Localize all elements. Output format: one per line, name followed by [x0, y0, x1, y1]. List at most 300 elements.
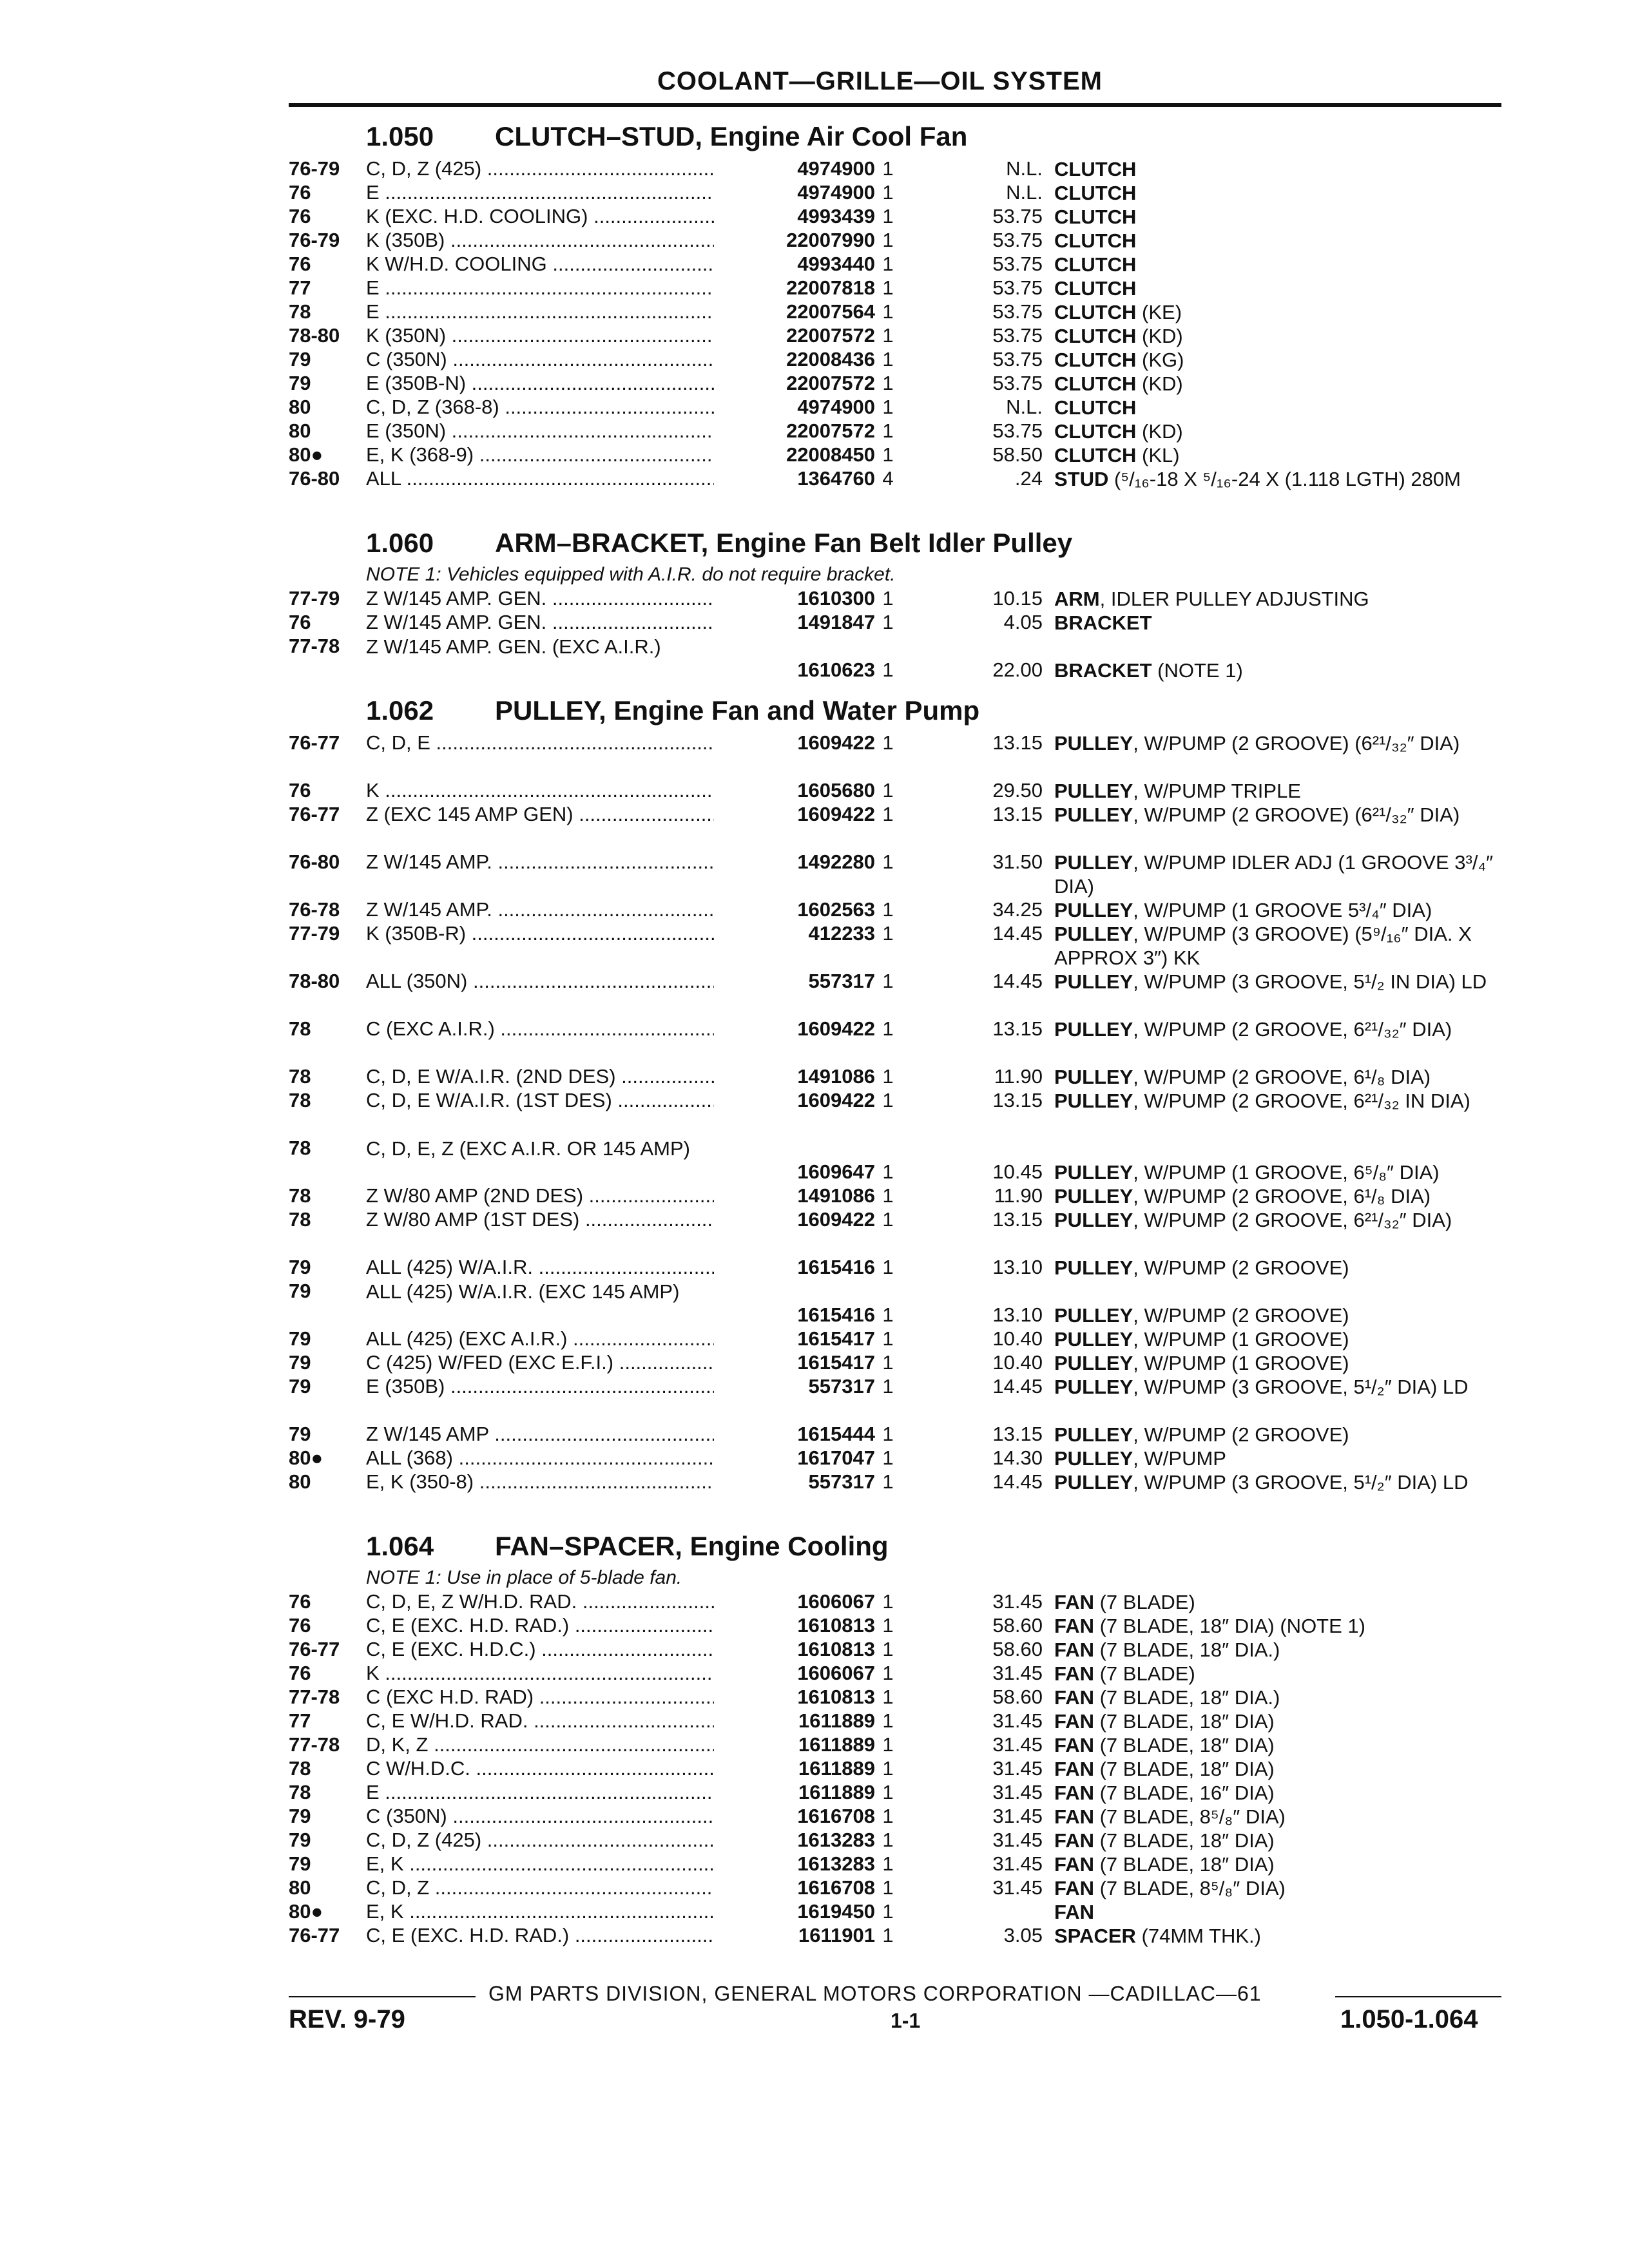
model-year: 78 — [289, 1137, 311, 1159]
part-number: 1611889 — [714, 1709, 875, 1733]
application: ALL (425) (EXC A.I.R.) ..... — [366, 1327, 714, 1350]
part-number: 1491086 — [714, 1184, 875, 1207]
price: 31.45 — [992, 1709, 1043, 1732]
section-number: 1.060 — [366, 528, 434, 558]
price: 4.05 — [1003, 611, 1043, 633]
section-number: 1.062 — [366, 695, 434, 726]
part-number: 22007572 — [714, 419, 875, 443]
footer-rule-right — [1335, 1996, 1501, 1997]
description: PULLEY, W/PUMP (2 GROOVE, 6²¹/₃₂″ DIA) — [1054, 1209, 1452, 1231]
price: 14.45 — [992, 1375, 1043, 1398]
price: 53.75 — [992, 229, 1043, 251]
application: E (350B) ..... — [366, 1375, 714, 1398]
model-year: 77 — [289, 276, 311, 299]
quantity: 1 — [882, 1662, 894, 1684]
application: C, D, Z (425) ..... — [366, 1829, 714, 1852]
description: BRACKET — [1054, 611, 1152, 634]
table-row — [289, 253, 1501, 276]
description: PULLEY, W/PUMP (2 GROOVE) — [1054, 1423, 1349, 1446]
quantity: 1 — [882, 803, 894, 825]
price: 31.45 — [992, 1876, 1043, 1899]
description: CLUTCH — [1054, 277, 1137, 300]
table-row — [289, 587, 1501, 611]
part-number: 1616708 — [714, 1805, 875, 1828]
table-row — [289, 1375, 1501, 1423]
price: 13.10 — [992, 1256, 1043, 1278]
table-row — [289, 803, 1501, 850]
description: CLUTCH — [1054, 206, 1137, 228]
application: C, D, E W/A.I.R. (1ST DES) ..... — [366, 1089, 714, 1112]
model-year: 79 — [289, 1423, 311, 1445]
price: 53.75 — [992, 300, 1043, 323]
quantity: 1 — [882, 850, 894, 873]
price: 13.15 — [992, 1423, 1043, 1445]
part-number: 4993440 — [714, 253, 875, 276]
quantity: 1 — [882, 1375, 894, 1398]
part-number: 1611889 — [714, 1757, 875, 1780]
table-row — [289, 1852, 1501, 1876]
quantity: 1 — [882, 205, 894, 227]
quantity: 1 — [882, 1160, 894, 1183]
description: CLUTCH — [1054, 396, 1137, 419]
description: FAN (7 BLADE) — [1054, 1591, 1195, 1613]
price: 10.45 — [992, 1160, 1043, 1183]
part-number: 1619450 — [714, 1900, 875, 1923]
application: Z W/145 AMP ..... — [366, 1423, 714, 1446]
model-year: 78 — [289, 1757, 311, 1780]
description: PULLEY, W/PUMP (1 GROOVE) — [1054, 1328, 1349, 1350]
model-year: 78 — [289, 1089, 311, 1111]
model-year: 79 — [289, 372, 311, 394]
part-number: 557317 — [714, 1470, 875, 1494]
quantity: 1 — [882, 1470, 894, 1493]
table-row — [289, 1470, 1501, 1518]
price: 31.45 — [992, 1733, 1043, 1756]
part-number: 1609422 — [714, 1089, 875, 1112]
part-number: 557317 — [714, 1375, 875, 1398]
application: ALL (425) W/A.I.R. (EXC 145 AMP) — [366, 1280, 680, 1303]
part-number: 1615417 — [714, 1351, 875, 1374]
description: FAN (7 BLADE, 8⁵/₈″ DIA) — [1054, 1805, 1286, 1828]
model-year: 77-78 — [289, 1733, 340, 1756]
description: FAN (7 BLADE) — [1054, 1662, 1195, 1685]
description: SPACER (74MM THK.) — [1054, 1925, 1261, 1947]
price: 58.60 — [992, 1614, 1043, 1637]
quantity: 1 — [882, 1829, 894, 1851]
section-heading: FAN–SPACER, Engine Cooling — [495, 1531, 889, 1561]
application: K (350B-R) ..... — [366, 922, 714, 945]
model-year: 76-77 — [289, 1924, 340, 1946]
quantity: 1 — [882, 443, 894, 466]
model-year: 79 — [289, 1256, 311, 1278]
part-number: 1611889 — [714, 1781, 875, 1804]
description: PULLEY, W/PUMP (3 GROOVE) (5⁹/₁₆″ DIA. X APPROX 3″) KK — [1054, 923, 1472, 969]
table-row — [289, 1017, 1501, 1065]
table-row — [289, 1327, 1501, 1351]
table-row — [289, 731, 1501, 779]
section-title — [289, 515, 1501, 564]
table-row — [289, 1638, 1501, 1662]
description: PULLEY, W/PUMP (1 GROOVE 5³/₄″ DIA) — [1054, 899, 1432, 921]
table-row — [289, 229, 1501, 253]
description: FAN (7 BLADE, 18″ DIA.) — [1054, 1686, 1280, 1709]
part-number: 4993439 — [714, 205, 875, 228]
model-year: 78 — [289, 1184, 311, 1207]
quantity: 1 — [882, 922, 894, 945]
table-row — [289, 1208, 1501, 1256]
table-row — [289, 324, 1501, 348]
quantity: 1 — [882, 1065, 894, 1088]
model-year: 76 — [289, 779, 311, 802]
model-year: 80● — [289, 1900, 323, 1923]
part-number: 22007818 — [714, 276, 875, 300]
part-number: 22007990 — [714, 229, 875, 252]
price: 10.40 — [992, 1327, 1043, 1350]
table-row — [289, 1065, 1501, 1089]
application: E, K ..... — [366, 1852, 714, 1876]
part-number: 22007572 — [714, 372, 875, 395]
application: C W/H.D.C. ..... — [366, 1757, 714, 1780]
quantity: 1 — [882, 229, 894, 251]
description: FAN (7 BLADE, 18″ DIA) — [1054, 1829, 1275, 1852]
table-row — [289, 1781, 1501, 1805]
table-row — [289, 922, 1501, 970]
section-title — [289, 108, 1501, 157]
description: PULLEY, W/PUMP IDLER ADJ (1 GROOVE 3³/₄″ DIA) — [1054, 851, 1494, 898]
part-number: 4974900 — [714, 396, 875, 419]
application: Z W/145 AMP. GEN. ..... — [366, 587, 714, 610]
part-number: 1610813 — [714, 1686, 875, 1709]
part-number: 1610813 — [714, 1638, 875, 1661]
price: 14.45 — [992, 970, 1043, 992]
model-year: 80● — [289, 1446, 323, 1469]
price: 11.90 — [994, 1184, 1043, 1207]
model-year: 78 — [289, 1208, 311, 1231]
part-number: 1610623 — [714, 658, 875, 682]
model-year: 76-77 — [289, 1638, 340, 1660]
price: 31.45 — [992, 1805, 1043, 1827]
description: CLUTCH — [1054, 158, 1137, 180]
description: PULLEY, W/PUMP (2 GROOVE) (6²¹/₃₂″ DIA) — [1054, 732, 1460, 754]
part-number: 4974900 — [714, 157, 875, 180]
quantity: 1 — [882, 1351, 894, 1374]
section-heading: CLUTCH–STUD, Engine Air Cool Fan — [495, 121, 968, 151]
price: 13.15 — [992, 803, 1043, 825]
section-title — [289, 682, 1501, 731]
model-year: 76 — [289, 253, 311, 275]
model-year: 77-79 — [289, 587, 340, 610]
part-number: 1617047 — [714, 1446, 875, 1470]
page-number: 1-1 — [891, 2009, 921, 2032]
footer-rule-left — [289, 1996, 476, 1997]
description: FAN (7 BLADE, 18″ DIA) (NOTE 1) — [1054, 1615, 1365, 1637]
application: K ..... — [366, 779, 714, 802]
quantity: 1 — [882, 1256, 894, 1278]
part-number: 1609422 — [714, 1208, 875, 1231]
application: K ..... — [366, 1662, 714, 1685]
quantity: 1 — [882, 1686, 894, 1708]
description: PULLEY, W/PUMP (2 GROOVE, 6¹/₈ DIA) — [1054, 1185, 1431, 1207]
model-year: 78 — [289, 1781, 311, 1803]
application: C, D, Z (368-8) ..... — [366, 396, 714, 419]
price: 14.45 — [992, 922, 1043, 945]
application: C (350N) ..... — [366, 1805, 714, 1828]
description: PULLEY, W/PUMP (3 GROOVE, 5¹/₂ IN DIA) LD — [1054, 970, 1487, 993]
table-row — [289, 300, 1501, 324]
description: CLUTCH (KD) — [1054, 325, 1183, 347]
application: C, D, E, Z W/H.D. RAD. ..... — [366, 1590, 714, 1613]
part-number: 1613283 — [714, 1829, 875, 1852]
part-number: 1609647 — [714, 1160, 875, 1184]
part-number: 1606067 — [714, 1590, 875, 1613]
price: 34.25 — [992, 898, 1043, 921]
quantity: 1 — [882, 611, 894, 633]
model-year: 78 — [289, 1017, 311, 1040]
application: E, K (368-9) ..... — [366, 443, 714, 466]
price: 13.10 — [992, 1303, 1043, 1326]
price: 14.45 — [992, 1470, 1043, 1493]
table-row — [289, 205, 1501, 229]
application: ALL (350N) ..... — [366, 970, 714, 993]
application: Z W/145 AMP. ..... — [366, 898, 714, 921]
quantity: 1 — [882, 1876, 894, 1899]
model-year: 79 — [289, 1375, 311, 1398]
quantity: 1 — [882, 1781, 894, 1803]
description: FAN — [1054, 1901, 1094, 1923]
quantity: 1 — [882, 731, 894, 754]
table-row — [289, 1423, 1501, 1446]
table-row — [289, 635, 1501, 682]
quantity: 1 — [882, 1852, 894, 1875]
price: 10.15 — [992, 587, 1043, 610]
model-year: 80● — [289, 443, 323, 466]
part-number: 1611889 — [714, 1733, 875, 1756]
price: .24 — [1014, 467, 1043, 490]
quantity: 1 — [882, 1900, 894, 1923]
model-year: 76-78 — [289, 898, 340, 921]
description: PULLEY, W/PUMP (2 GROOVE) — [1054, 1304, 1349, 1327]
quantity: 1 — [882, 396, 894, 418]
quantity: 1 — [882, 1423, 894, 1445]
description: CLUTCH (KE) — [1054, 301, 1182, 323]
application: C (350N) ..... — [366, 348, 714, 371]
part-number: 1609422 — [714, 1017, 875, 1041]
part-number: 1610813 — [714, 1614, 875, 1637]
application: E (350N) ..... — [366, 419, 714, 443]
description: CLUTCH — [1054, 253, 1137, 276]
page-header: COOLANT—GRILLE—OIL SYSTEM — [657, 67, 1103, 95]
part-number: 22007572 — [714, 324, 875, 347]
table-row — [289, 419, 1501, 443]
model-year: 79 — [289, 348, 311, 370]
table-row — [289, 1900, 1501, 1924]
model-year: 80 — [289, 419, 311, 442]
part-number: 1606067 — [714, 1662, 875, 1685]
application: ALL (368) ..... — [366, 1446, 714, 1470]
price: 11.90 — [994, 1065, 1043, 1088]
quantity: 1 — [882, 1924, 894, 1946]
application: E, K (350-8) ..... — [366, 1470, 714, 1494]
model-year: 76 — [289, 611, 311, 633]
model-year: 76 — [289, 181, 311, 204]
application: Z (EXC 145 AMP GEN) ..... — [366, 803, 714, 826]
table-row — [289, 276, 1501, 300]
table-row — [289, 467, 1501, 515]
application: E ..... — [366, 300, 714, 323]
quantity: 1 — [882, 1327, 894, 1350]
price: 22.00 — [992, 658, 1043, 681]
description: FAN (7 BLADE, 18″ DIA) — [1054, 1710, 1275, 1733]
price: 31.45 — [992, 1662, 1043, 1684]
description: CLUTCH — [1054, 229, 1137, 252]
description: PULLEY, W/PUMP (1 GROOVE, 6⁵/₈″ DIA) — [1054, 1161, 1440, 1184]
application: C, D, E ..... — [366, 731, 714, 754]
part-number: 1491086 — [714, 1065, 875, 1088]
application: K (350B) ..... — [366, 229, 714, 252]
table-row — [289, 1757, 1501, 1781]
quantity: 1 — [882, 372, 894, 394]
model-year: 78-80 — [289, 324, 340, 347]
application: C, D, Z ..... — [366, 1876, 714, 1899]
section-note — [289, 1567, 1501, 1590]
note-text: NOTE 1: Use in place of 5-blade fan. — [366, 1567, 682, 1588]
quantity: 1 — [882, 1614, 894, 1637]
application: E, K ..... — [366, 1900, 714, 1923]
model-year: 76 — [289, 205, 311, 227]
price: 13.15 — [992, 731, 1043, 754]
price: 53.75 — [992, 253, 1043, 275]
table-row — [289, 1614, 1501, 1638]
part-number: 1615416 — [714, 1303, 875, 1327]
description: STUD (⁵/₁₆-18 X ⁵/₁₆-24 X (1.118 LGTH) 280M — [1054, 468, 1461, 490]
model-year: 77-79 — [289, 922, 340, 945]
model-year: 79 — [289, 1829, 311, 1851]
model-year: 76-79 — [289, 157, 340, 180]
model-year: 79 — [289, 1852, 311, 1875]
price: 31.45 — [992, 1590, 1043, 1613]
application: C, D, Z (425) ..... — [366, 157, 714, 180]
price: 13.15 — [992, 1208, 1043, 1231]
description: FAN (7 BLADE, 18″ DIA) — [1054, 1758, 1275, 1780]
price: 31.45 — [992, 1852, 1043, 1875]
part-number: 412233 — [714, 922, 875, 945]
part-number: 1492280 — [714, 850, 875, 874]
model-year: 79 — [289, 1280, 311, 1302]
part-number: 22008436 — [714, 348, 875, 371]
table-row — [289, 970, 1501, 1017]
table-row — [289, 1137, 1501, 1184]
price: 53.75 — [992, 276, 1043, 299]
quantity: 1 — [882, 1757, 894, 1780]
model-year: 76-80 — [289, 467, 340, 490]
section-heading: PULLEY, Engine Fan and Water Pump — [495, 695, 980, 726]
section-number: 1.064 — [366, 1531, 434, 1561]
quantity: 1 — [882, 1709, 894, 1732]
part-number: 1609422 — [714, 731, 875, 754]
table-row — [289, 1184, 1501, 1208]
price: 31.45 — [992, 1781, 1043, 1803]
table-row — [289, 779, 1501, 803]
description: PULLEY, W/PUMP (2 GROOVE, 6²¹/₃₂″ DIA) — [1054, 1018, 1452, 1041]
application: C (425) W/FED (EXC E.F.I.) ..... — [366, 1351, 714, 1374]
price: 13.15 — [992, 1089, 1043, 1111]
description: PULLEY, W/PUMP (3 GROOVE, 5¹/₂″ DIA) LD — [1054, 1471, 1469, 1494]
table-row — [289, 348, 1501, 372]
application: C, E (EXC. H.D.C.) ..... — [366, 1638, 714, 1661]
quantity: 1 — [882, 1805, 894, 1827]
price: 31.50 — [992, 850, 1043, 873]
quantity: 1 — [882, 1184, 894, 1207]
application: ALL ..... — [366, 467, 714, 490]
model-year: 79 — [289, 1805, 311, 1827]
model-year: 76-77 — [289, 803, 340, 825]
description: BRACKET (NOTE 1) — [1054, 659, 1243, 682]
price: 58.50 — [992, 443, 1043, 466]
description: PULLEY, W/PUMP (1 GROOVE) — [1054, 1352, 1349, 1374]
quantity: 1 — [882, 970, 894, 992]
table-row — [289, 1280, 1501, 1327]
application: E ..... — [366, 1781, 714, 1804]
application: Z W/145 AMP. GEN. ..... — [366, 611, 714, 634]
description: FAN (7 BLADE, 8⁵/₈″ DIA) — [1054, 1877, 1286, 1899]
application: Z W/145 AMP. GEN. (EXC A.I.R.) — [366, 635, 661, 658]
section-number: 1.050 — [366, 121, 434, 151]
application: E ..... — [366, 276, 714, 300]
part-number: 1615416 — [714, 1256, 875, 1279]
price: 53.75 — [992, 205, 1043, 227]
table-row — [289, 1709, 1501, 1733]
price: 53.75 — [992, 419, 1043, 442]
table-row — [289, 1805, 1501, 1829]
table-row — [289, 1256, 1501, 1280]
model-year: 77 — [289, 1709, 311, 1732]
quantity: 1 — [882, 1590, 894, 1613]
table-row — [289, 1686, 1501, 1709]
table-row — [289, 1089, 1501, 1137]
description: FAN (7 BLADE, 18″ DIA.) — [1054, 1639, 1280, 1661]
quantity: 1 — [882, 276, 894, 299]
table-row — [289, 898, 1501, 922]
model-year: 78 — [289, 300, 311, 323]
model-year: 76-79 — [289, 229, 340, 251]
quantity: 1 — [882, 779, 894, 802]
part-number: 557317 — [714, 970, 875, 993]
table-row — [289, 1590, 1501, 1614]
table-row — [289, 443, 1501, 467]
table-row — [289, 1446, 1501, 1470]
description: FAN (7 BLADE, 18″ DIA) — [1054, 1734, 1275, 1756]
part-number: 1616708 — [714, 1876, 875, 1899]
parts-listing — [289, 108, 1501, 1948]
application: Z W/145 AMP. ..... — [366, 850, 714, 874]
application: K (350N) ..... — [366, 324, 714, 347]
description: PULLEY, W/PUMP (3 GROOVE, 5¹/₂″ DIA) LD — [1054, 1376, 1469, 1398]
part-number: 22008450 — [714, 443, 875, 466]
price: 53.75 — [992, 324, 1043, 347]
price: 14.30 — [992, 1446, 1043, 1469]
application: C, E (EXC. H.D. RAD.) ..... — [366, 1614, 714, 1637]
quantity: 4 — [882, 467, 894, 490]
quantity: 1 — [882, 587, 894, 610]
quantity: 1 — [882, 1638, 894, 1660]
price: 53.75 — [992, 348, 1043, 370]
quantity: 1 — [882, 181, 894, 204]
description: PULLEY, W/PUMP (2 GROOVE, 6²¹/₃₂ IN DIA) — [1054, 1090, 1470, 1112]
description: PULLEY, W/PUMP (2 GROOVE, 6¹/₈ DIA) — [1054, 1066, 1431, 1088]
table-row — [289, 850, 1501, 898]
part-number: 1615417 — [714, 1327, 875, 1350]
part-number: 1613283 — [714, 1852, 875, 1876]
